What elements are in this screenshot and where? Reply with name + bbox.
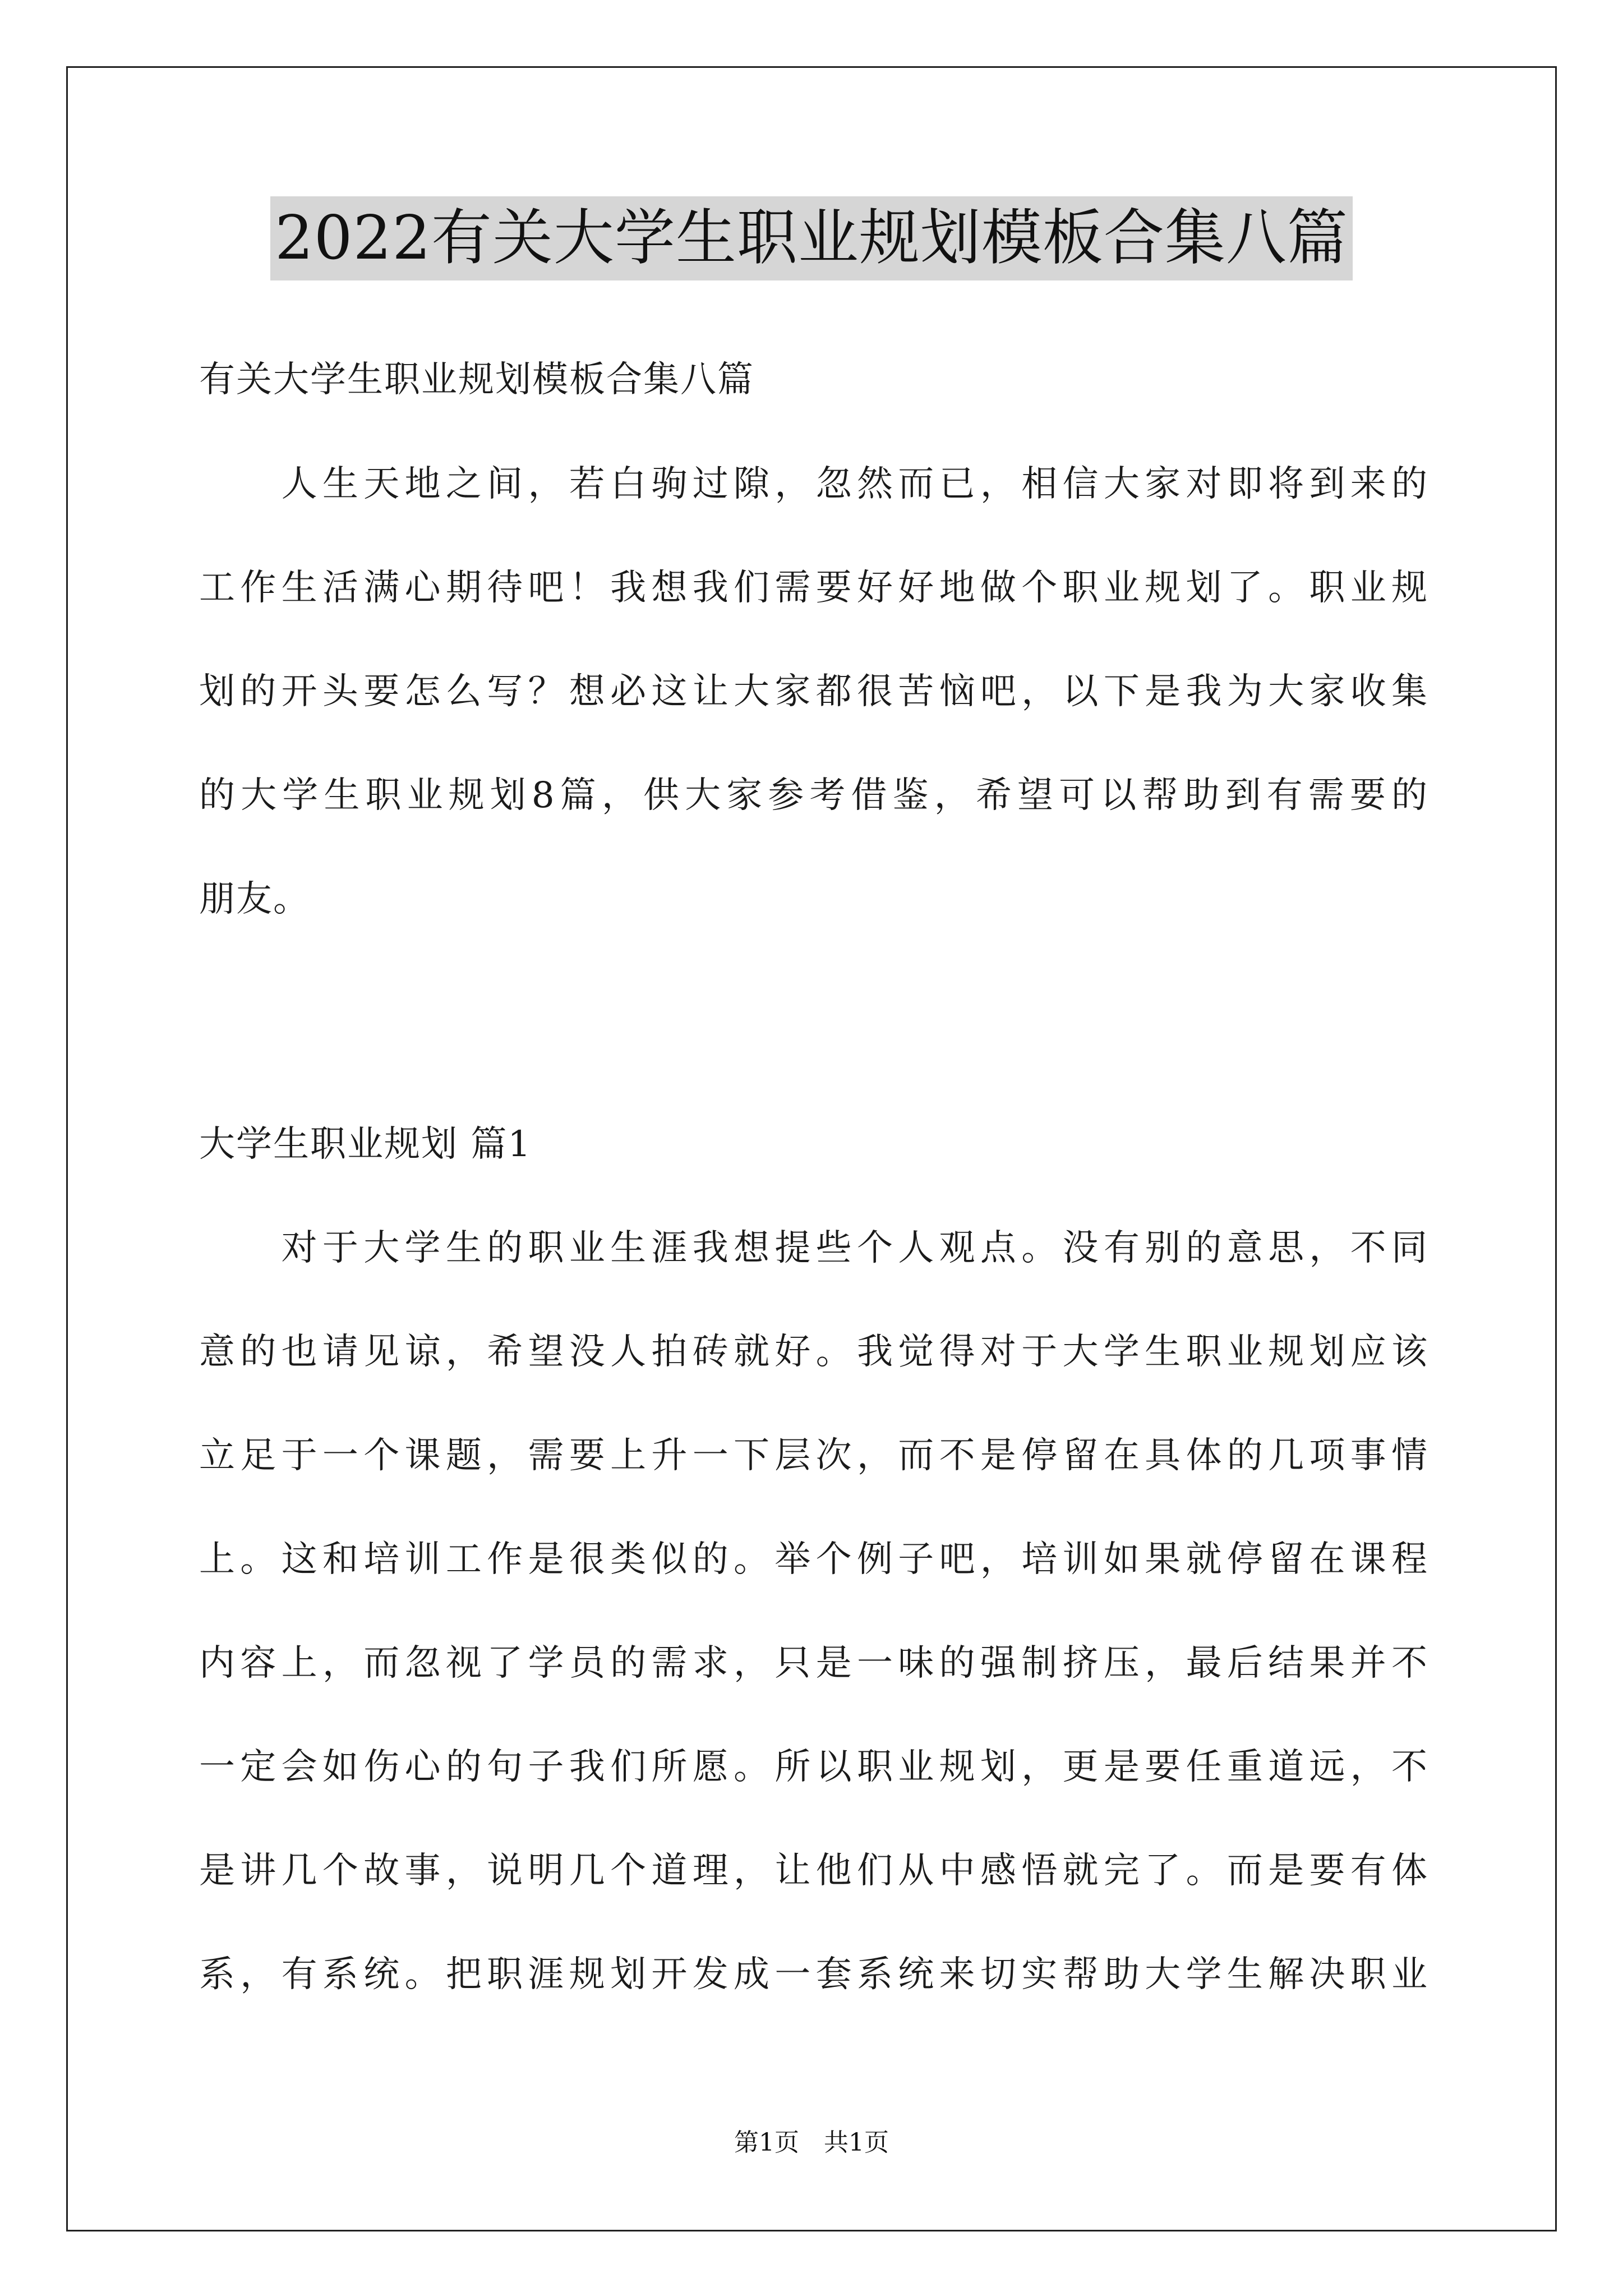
section-line: 系，有系统。把职涯规划开发成一套系统来切实帮助大学生解决职业 — [199, 1954, 1427, 1995]
section-heading: 大学生职业规划 篇1 — [199, 1124, 532, 1165]
document-title: 2022有关大学生职业规划模板合集八篇 — [270, 196, 1353, 280]
document-subtitle: 有关大学生职业规划模板合集八篇 — [199, 359, 754, 401]
section-line: 意的也请见谅，希望没人拍砖就好。我觉得对于大学生职业规划应该 — [199, 1331, 1427, 1373]
section-line: 对于大学生的职业生涯我想提些个人观点。没有别的意思，不同 — [199, 1227, 1427, 1269]
section-line: 是讲几个故事，说明几个道理，让他们从中感悟就完了。而是要有体 — [199, 1850, 1427, 1892]
intro-line: 人生天地之间，若白驹过隙，忽然而已，相信大家对即将到来的 — [199, 463, 1427, 505]
intro-line: 朋友。 — [199, 878, 310, 920]
intro-line: 的大学生职业规划8篇，供大家参考借鉴，希望可以帮助到有需要的 — [199, 775, 1427, 816]
section-line: 立足于一个课题，需要上升一下层次，而不是停留在具体的几项事情 — [199, 1435, 1427, 1476]
intro-line: 工作生活满心期待吧！我想我们需要好好地做个职业规划了。职业规 — [199, 567, 1427, 609]
title-wrap — [0, 196, 1623, 280]
section-line: 内容上，而忽视了学员的需求，只是一味的强制挤压，最后结果并不 — [199, 1642, 1427, 1684]
page-footer: 第1页 共1页 — [734, 2128, 889, 2157]
section-line: 上。这和培训工作是很类似的。举个例子吧，培训如果就停留在课程 — [199, 1539, 1427, 1580]
section-line: 一定会如伤心的句子我们所愿。所以职业规划，更是要任重道远，不 — [199, 1746, 1427, 1788]
intro-line: 划的开头要怎么写？想必这让大家都很苦恼吧，以下是我为大家收集 — [199, 671, 1427, 712]
